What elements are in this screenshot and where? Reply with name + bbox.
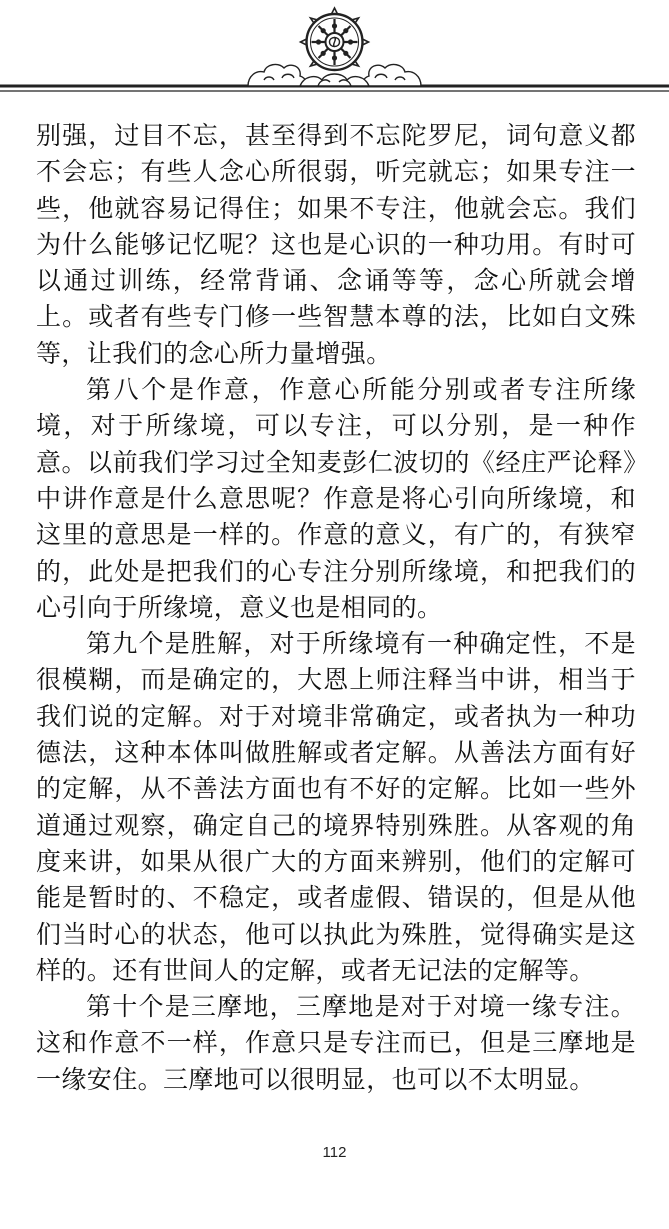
paragraph-attention: 第八个是作意，作意心所能分别或者专注所缘境，对于所缘境，可以专注，可以分别，是一种作意。以前我们学习过全知麦彭仁波切的《经庄严论释》中讲作意是什么意思呢？作意是将心引向所缘境，和这里的意思是一样的。作意的意义，有广的，有狭窄的，此处是把我们的心专注分别所缘境，和把我们的心引向于所缘境，意义也是相同的。 — [36, 375, 636, 622]
cloud-right-icon — [362, 65, 421, 86]
paragraph-conviction: 第九个是胜解，对于所缘境有一种确定性，不是很模糊，而是确定的，大恩上师注释当中讲，相当于我们说的定解。对于对境非常确定，或者执为一种功德法，这种本体叫做胜解或者定解。从善法方面有好的定解，从不善法方面也有不好的定解。比如一些外道通过观察，确定自己的境界特别殊胜。从客观的角度来讲，如果从很广大的方面来辨别，他们的定解可能是暂时的、不稳定，或者虚假、错误的，但是从他们当时心的状态，他可以执此为殊胜，觉得确实是这样的。还有世间人的定解，或者无记法的定解等。 — [36, 629, 636, 985]
paragraph-samadhi: 第十个是三摩地，三摩地是对于对境一缘专注。这和作意不一样，作意只是专注而已，但是三摩地是一缘安住。三摩地可以很明显，也可以不太明显。 — [36, 992, 636, 1094]
page-number: 112 — [322, 1144, 347, 1161]
dharma-wheel-icon — [301, 8, 369, 70]
page-body — [36, 118, 636, 1098]
cloud-left-icon — [248, 65, 307, 86]
page-header — [0, 0, 669, 100]
header-ornament — [0, 0, 669, 100]
paragraph-memory: 别强，过目不忘，甚至得到不忘陀罗尼，词句意义都不会忘；有些人念心所很弱，听完就忘；如果专注一些，他就容易记得住；如果不专注，他就会忘。我们为什么能够记忆呢？这也是心识的一种功用。有时可以通过训练，经常背诵、念诵等等，念心所就会增上。或者有些专门修一些智慧本尊的法，比如白文殊等，让我们的念心所力量增强。 — [36, 121, 636, 368]
lotus-base-icon — [300, 74, 369, 86]
